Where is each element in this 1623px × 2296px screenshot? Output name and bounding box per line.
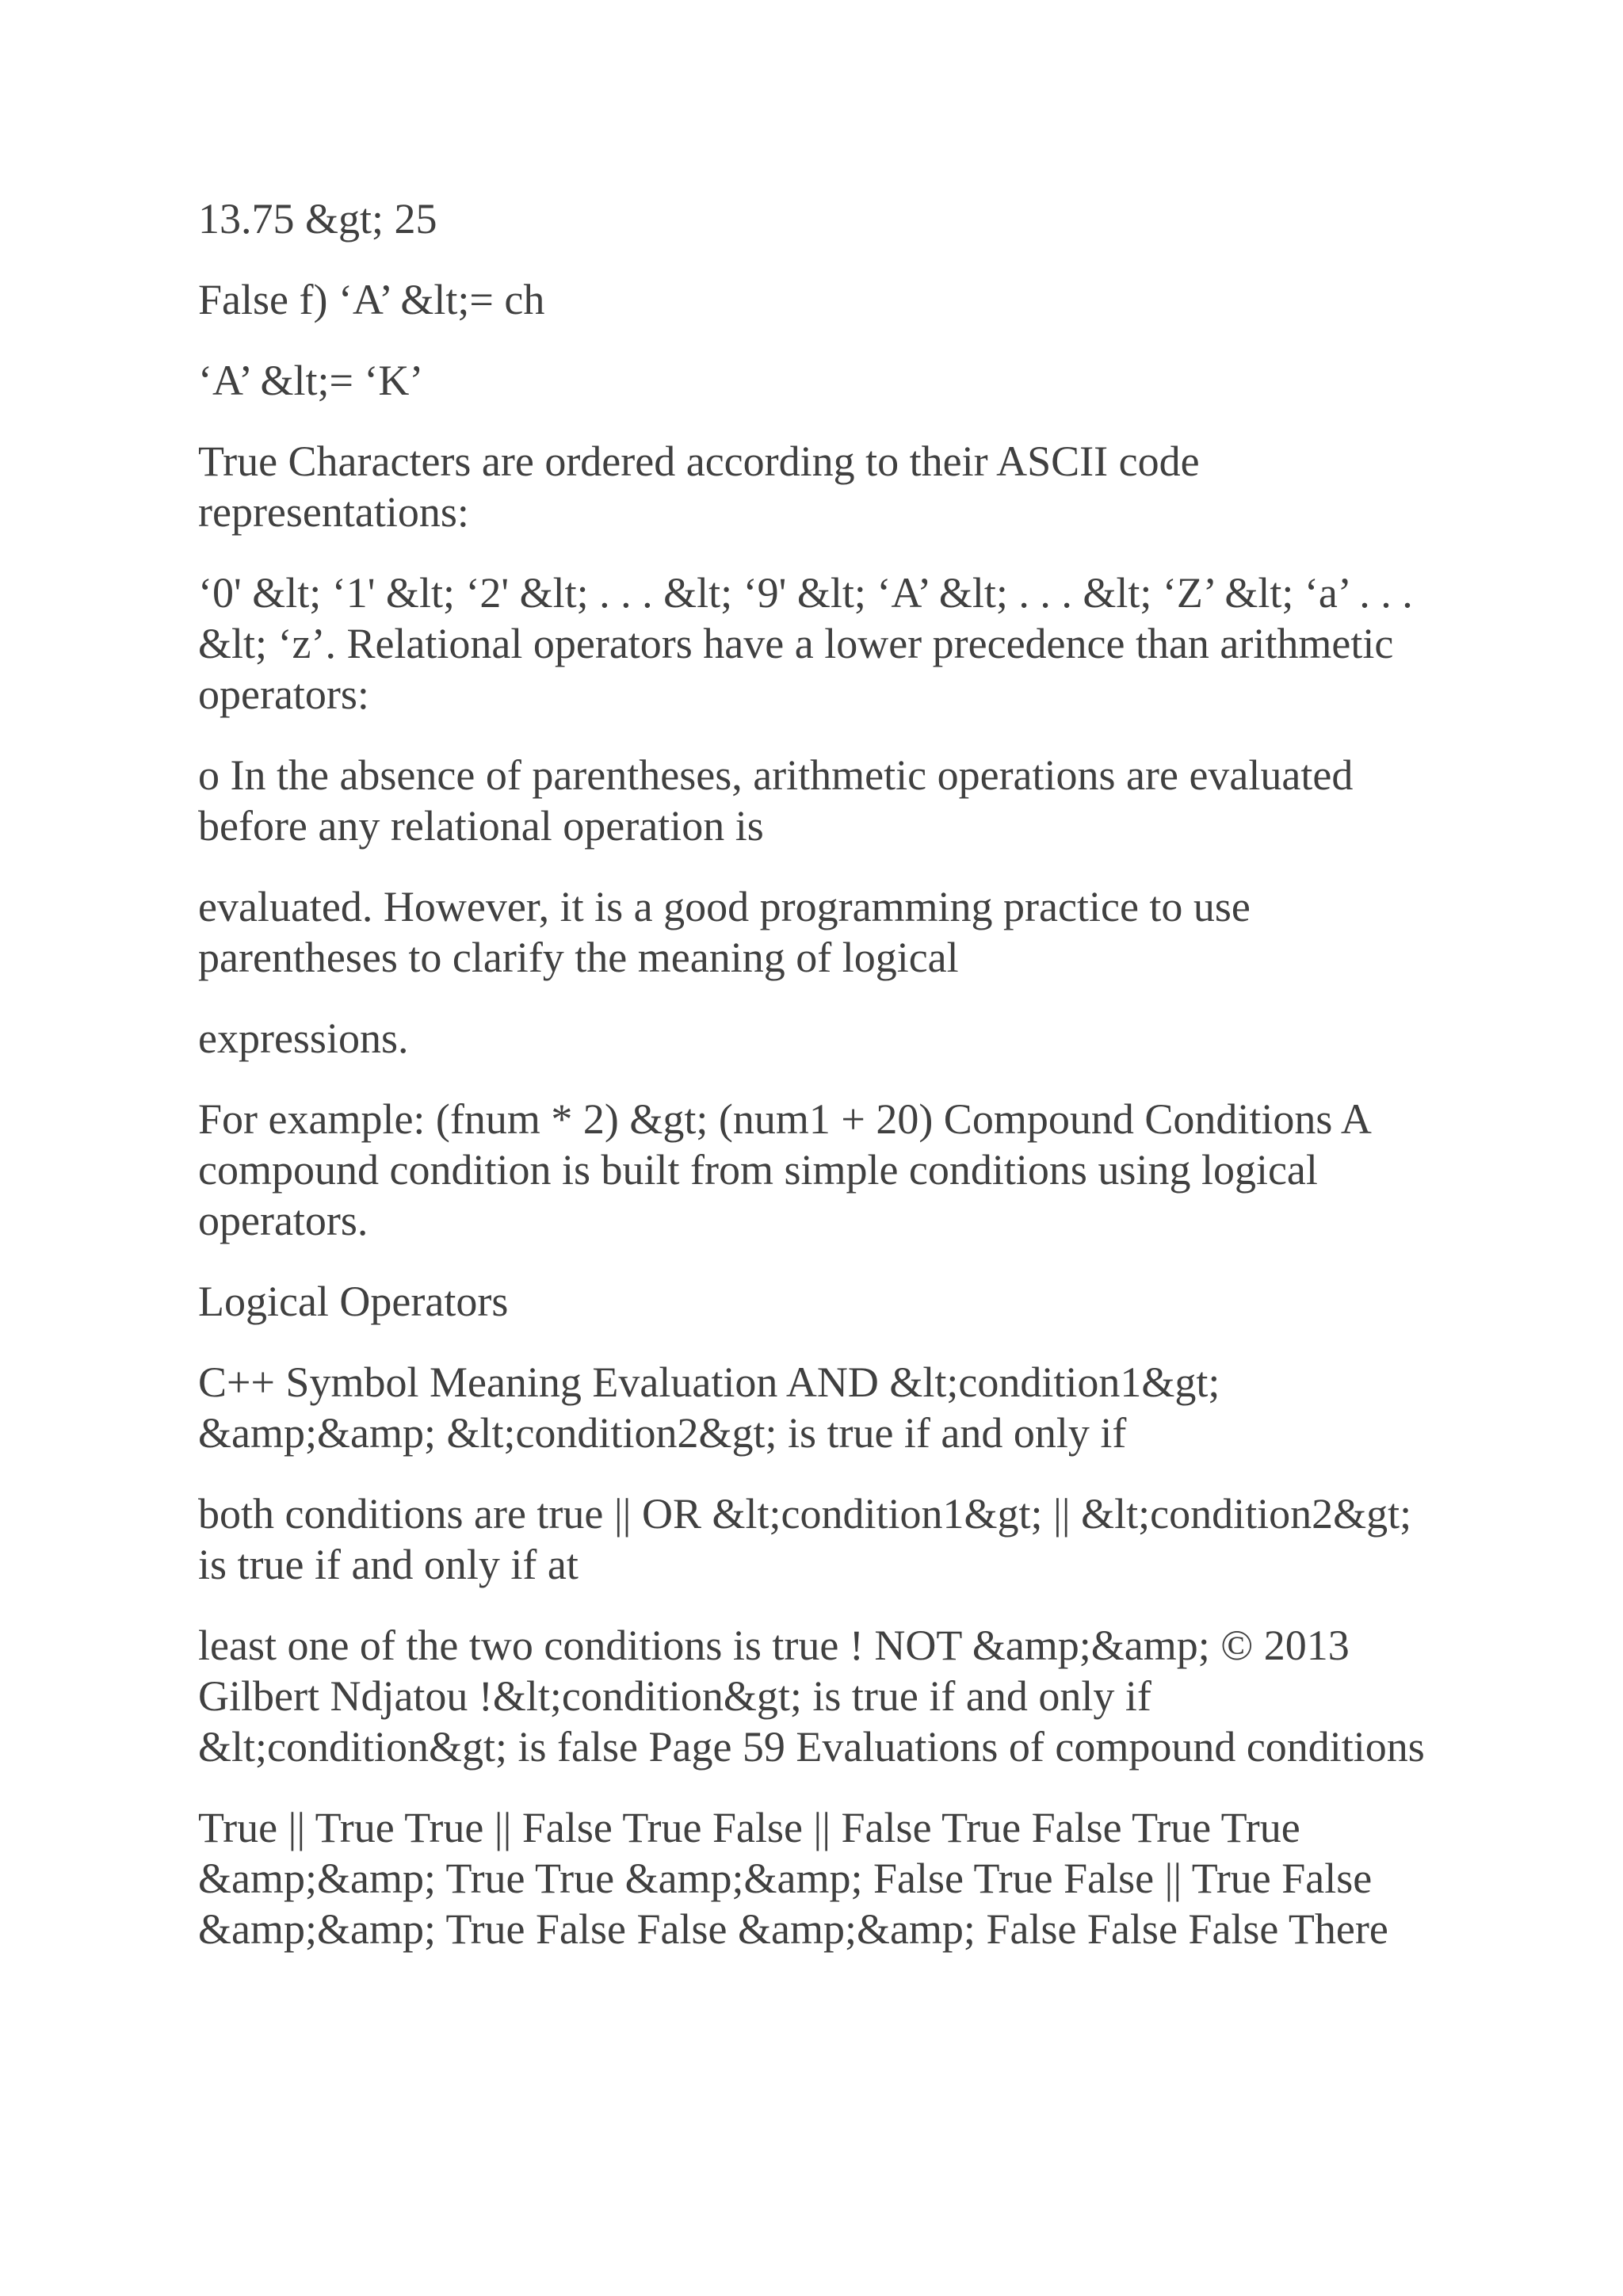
paragraph-8: expressions. [198,1014,409,1062]
paragraph-13: least one of the two conditions is true ! NOT &amp;&amp; © 2013 Gilbert Ndjatou !&lt;condition&gt; is true if and only if &lt;condition&gt; is false Page 59 Evaluations of compound conditions [198,1622,1425,1771]
paragraph-11: C++ Symbol Meaning Evaluation AND &lt;condition1&gt; &amp;&amp; &lt;condition2&gt; is true if and only if [198,1358,1220,1457]
document-body [198,193,1434,1985]
paragraph-7: evaluated. However, it is a good programming practice to use parentheses to clarify the meaning of logical [198,883,1251,981]
paragraph-1: 13.75 &gt; 25 [198,195,437,243]
paragraph-9: For example: (fnum * 2) &gt; (num1 + 20) Compound Conditions A compound condition is built from simple conditions using logical operators. [198,1095,1369,1244]
paragraph-5: ‘0' &lt; ‘1' &lt; ‘2' &lt; . . . &lt; ‘9' &lt; ‘A’ &lt; . . . &lt; ‘Z’ &lt; ‘a’ . . . &lt; ‘z’. Relational operators have a lower precedence than arithmetic operators: [198,569,1413,718]
section-heading-logical-operators: Logical Operators [198,1278,509,1325]
paragraph-2: False f) ‘A’ &lt;= ch [198,276,545,323]
paragraph-3: ‘A’ &lt;= ‘K’ [198,357,424,404]
paragraph-12: both conditions are true || OR &lt;condition1&gt; || &lt;condition2&gt; is true if and only if at [198,1490,1412,1588]
paragraph-14: True || True True || False True False || False True False True True &amp;&amp; True True &amp;&amp; False True False || True False &amp;&amp; True False False &amp;&amp; False False False There [198,1804,1388,1953]
paragraph-6: o In the absence of parentheses, arithmetic operations are evaluated before any relational operation is [198,751,1354,850]
paragraph-4: True Characters are ordered according to their ASCII code representations: [198,437,1200,536]
